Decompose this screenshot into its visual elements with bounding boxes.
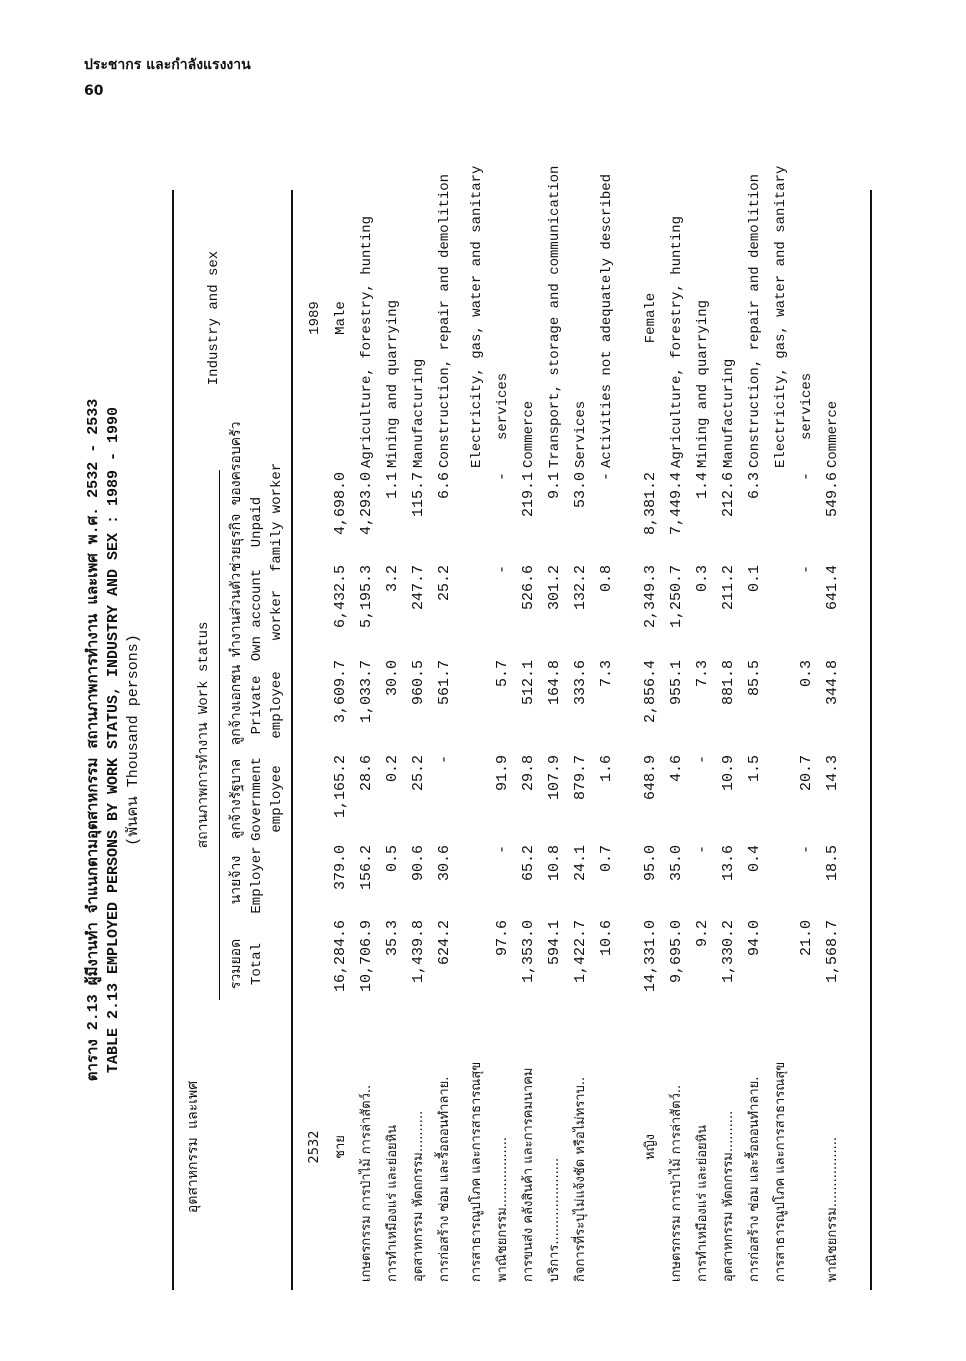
column-header-th: รวมยอด (229, 938, 245, 990)
cell-value: 219.1 (520, 472, 537, 518)
cell-value: 0.7 (598, 845, 615, 873)
cell-value: 0.8 (598, 565, 615, 593)
cell-value: - (694, 845, 711, 855)
industry-header-thai: อุตสาหกรรม และเพศ (186, 1080, 202, 1214)
cell-value: 5.7 (494, 660, 511, 688)
row-label-english: Construction, repair and demolition (437, 173, 453, 468)
column-header-th: นายจ้าง (229, 855, 245, 905)
row-label-english: Electricity, gas, water and sanitary (469, 165, 485, 468)
cell-value: 960.5 (410, 660, 427, 706)
column-header-en2: employee (269, 765, 285, 833)
cell-value: - (436, 755, 453, 765)
table-row (768, 150, 794, 1330)
cell-value: 14.3 (824, 755, 841, 792)
cell-value: 95.0 (642, 845, 659, 882)
cell-value: 6.6 (436, 472, 453, 500)
row-label-thai: การก่อสร้าง ซ่อม และรื้อถอนทำลาย. (437, 1076, 452, 1282)
work-status-header: สถานภาพการทำงาน Work status (196, 621, 212, 849)
cell-value: 91.9 (494, 755, 511, 792)
row-label-english: Transport, storage and communication (547, 165, 563, 468)
cell-value: 1,033.7 (358, 660, 375, 724)
cell-value: 9.1 (546, 472, 563, 500)
row-label-english: services (495, 372, 511, 440)
cell-value: 10.8 (546, 845, 563, 882)
column-header-3 (227, 755, 287, 843)
row-label-english: Electricity, gas, water and sanitary (773, 165, 789, 468)
table-row (664, 150, 690, 1330)
row-label-english: Male (333, 301, 349, 335)
cell-value: 379.0 (332, 845, 349, 891)
row-label-thai: การสาธารณูปโภค และการสาธารณสุข (469, 1061, 484, 1282)
table-titles (84, 150, 144, 1330)
cell-value: 333.6 (572, 660, 589, 706)
row-label-english: Agriculture, forestry, hunting (669, 215, 685, 468)
row-label-thai: เกษตรกรรม การป่าไม้ การล่าสัตว์.. (359, 1084, 374, 1282)
cell-value: 18.5 (824, 845, 841, 882)
cell-value: 30.0 (384, 660, 401, 697)
cell-value: - (694, 755, 711, 765)
table-row (464, 150, 490, 1330)
row-label-thai: การทำเหมืองแร่ และย่อยหิน (385, 1124, 400, 1282)
row-label-thai: พาณิชยกรรม................. (495, 1136, 510, 1282)
cell-value: 7.3 (598, 660, 615, 688)
cell-value: 3.2 (384, 565, 401, 593)
column-header-6 (227, 421, 287, 572)
cell-value: - (798, 472, 815, 482)
cell-value: 624.2 (436, 920, 453, 966)
cell-value: 7,449.4 (668, 472, 685, 536)
cell-value: 25.2 (410, 755, 427, 792)
column-header-en2: family worker (269, 462, 285, 572)
column-header-th: ทำงานส่วนตัว (229, 572, 245, 658)
cell-value: 65.2 (520, 845, 537, 882)
cell-value: 0.3 (694, 565, 711, 593)
row-label-english: Manufacturing (721, 358, 737, 468)
row-label-thai: บริการ..................... (547, 1157, 562, 1282)
cell-value: 0.4 (746, 845, 763, 873)
cell-value: 1,439.8 (410, 920, 427, 984)
running-title: ประชากร และกำลังแรงงาน (84, 57, 251, 73)
cell-value: - (798, 845, 815, 855)
cell-value: 35.3 (384, 920, 401, 957)
row-label-thai: การขนส่ง คลังสินค้า และการคมนาคม (521, 1067, 536, 1282)
page-header (84, 52, 251, 104)
page-number: 60 (84, 83, 104, 99)
rotated-table-page (84, 150, 874, 1330)
table-title-thai: ตาราง 2.13 ผู้มีงานทำ จำแนกตามอุตสาหกรรม สถานภาพการทำงาน และเพศ พ.ศ. 2532 - 2533 (85, 398, 102, 1082)
cell-value: 20.7 (798, 755, 815, 792)
table-row (638, 150, 664, 1330)
cell-value: 0.3 (798, 660, 815, 688)
cell-value: 25.2 (436, 565, 453, 602)
cell-value: 1,422.7 (572, 920, 589, 984)
cell-value: 879.7 (572, 755, 589, 801)
cell-value: 6,432.5 (332, 565, 349, 629)
cell-value: 512.1 (520, 660, 537, 706)
column-header-en2: worker (269, 589, 285, 641)
cell-value: 247.7 (410, 565, 427, 611)
cell-value: 549.6 (824, 472, 841, 518)
table-row (328, 150, 354, 1330)
cell-value: 10.6 (598, 920, 615, 957)
cell-value: 16,284.6 (332, 920, 349, 993)
cell-value: 561.7 (436, 660, 453, 706)
table-row (820, 150, 846, 1330)
cell-value: 7.3 (694, 660, 711, 688)
cell-value: 21.0 (798, 920, 815, 957)
cell-value: 2,856.4 (642, 660, 659, 724)
cell-value: 1.4 (694, 472, 711, 500)
cell-value: 29.8 (520, 755, 537, 792)
cell-value: 53.0 (572, 472, 589, 509)
row-label-english: 1989 (307, 301, 323, 335)
table-bottom-rule (870, 190, 872, 1290)
table-row (716, 150, 742, 1330)
cell-value: - (494, 845, 511, 855)
row-label-thai: การทำเหมืองแร่ และย่อยหิน (695, 1124, 710, 1282)
table-title-english: TABLE 2.13 EMPLOYED PERSONS BY WORK STATUS, INDUSTRY AND SEX : 1989 - 1990 (105, 406, 122, 1074)
cell-value: - (798, 565, 815, 575)
table-row (432, 150, 458, 1330)
header-bottom-rule (291, 190, 293, 1290)
table-row (490, 150, 516, 1330)
cell-value: 1,250.7 (668, 565, 685, 629)
row-label-thai: อุตสาหกรรม หัตถกรรม.......... (411, 1110, 426, 1282)
cell-value: 0.2 (384, 755, 401, 783)
cell-value: 97.6 (494, 920, 511, 957)
cell-value: 115.7 (410, 472, 427, 518)
column-header-en1: Own account (249, 568, 265, 662)
cell-value: 85.5 (746, 660, 763, 697)
cell-value: 3,609.7 (332, 660, 349, 724)
cell-value: 9,695.0 (668, 920, 685, 984)
cell-value: 955.1 (668, 660, 685, 706)
cell-value: 94.0 (746, 920, 763, 957)
column-header-4 (227, 660, 287, 750)
column-header-th: ลูกจ้างรัฐบาล (229, 758, 245, 840)
row-label-english: Agriculture, forestry, hunting (359, 215, 375, 468)
column-header-en1: Employer (249, 846, 265, 914)
row-label-thai: พาณิชยกรรม................. (825, 1136, 840, 1282)
row-label-english: Construction, repair and demolition (747, 173, 763, 468)
row-label-english: Mining and quarrying (695, 299, 711, 468)
column-header-en1: Government (249, 757, 265, 842)
row-label-english: Commerce (825, 400, 841, 468)
table-row (516, 150, 542, 1330)
cell-value: 10.9 (720, 755, 737, 792)
row-label-thai: หญิง (643, 1134, 658, 1160)
row-label-thai: 2532 (307, 1130, 322, 1164)
cell-value: 881.8 (720, 660, 737, 706)
cell-value: 1,353.0 (520, 920, 537, 984)
table-row (794, 150, 820, 1330)
cell-value: 28.6 (358, 755, 375, 792)
table-row (302, 150, 328, 1330)
cell-value: 5,195.3 (358, 565, 375, 629)
cell-value: 0.5 (384, 845, 401, 873)
row-label-english: Female (643, 292, 659, 344)
table-row (594, 150, 620, 1330)
cell-value: 0.1 (746, 565, 763, 593)
cell-value: 9.2 (694, 920, 711, 948)
cell-value: 13.6 (720, 845, 737, 882)
cell-value: - (598, 472, 615, 482)
table-row (568, 150, 594, 1330)
cell-value: 35.0 (668, 845, 685, 882)
cell-value: 641.4 (824, 565, 841, 611)
cell-value: 594.1 (546, 920, 563, 966)
cell-value: 1,568.7 (824, 920, 841, 984)
row-label-english: Services (573, 400, 589, 468)
cell-value: 301.2 (546, 565, 563, 611)
cell-value: 10,706.9 (358, 920, 375, 993)
cell-value: 14,331.0 (642, 920, 659, 993)
cell-value: 4.6 (668, 755, 685, 783)
column-header-2 (227, 845, 267, 915)
cell-value: - (494, 565, 511, 575)
work-status-rule (219, 470, 220, 1000)
row-label-thai: การสาธารณูปโภค และการสาธารณสุข (773, 1061, 788, 1282)
column-header-1 (227, 920, 267, 1008)
column-header-th: ลูกจ้างเอกชน (229, 664, 245, 746)
table-unit: (พันคน Thousand persons) (125, 634, 142, 846)
cell-value: 1,330.2 (720, 920, 737, 984)
cell-value: 344.8 (824, 660, 841, 706)
cell-value: 211.2 (720, 565, 737, 611)
cell-value: 90.6 (410, 845, 427, 882)
cell-value: 4,698.0 (332, 472, 349, 536)
column-header-en1: Total (249, 943, 265, 986)
table-row (742, 150, 768, 1330)
cell-value: 24.1 (572, 845, 589, 882)
cell-value: 648.9 (642, 755, 659, 801)
row-label-thai: กิจการที่ระบุไม่แจ้งชัด หรือไม่ทราบ.. (573, 1076, 588, 1282)
cell-value: 107.9 (546, 755, 563, 801)
row-label-thai: ชาย (333, 1135, 348, 1159)
cell-value: 1.6 (598, 755, 615, 783)
cell-value: 6.3 (746, 472, 763, 500)
table-row (690, 150, 716, 1330)
row-label-thai: การก่อสร้าง ซ่อม และรื้อถอนทำลาย. (747, 1076, 762, 1282)
row-label-thai: เกษตรกรรม การป่าไม้ การล่าสัตว์.. (669, 1084, 684, 1282)
cell-value: 212.6 (720, 472, 737, 518)
column-header-en2: employee (269, 671, 285, 739)
table-top-rule (172, 190, 174, 1290)
cell-value: 8,381.2 (642, 472, 659, 536)
column-header-en1: Unpaid (249, 496, 265, 548)
row-label-english: Activities not adequately described (599, 173, 615, 468)
cell-value: 1,165.2 (332, 755, 349, 819)
cell-value: 2,349.3 (642, 565, 659, 629)
row-label-english: services (799, 372, 815, 440)
table-row (406, 150, 432, 1330)
cell-value: 1.5 (746, 755, 763, 783)
industry-header-english: Industry and sex (206, 250, 222, 386)
cell-value: 132.2 (572, 565, 589, 611)
table-row (542, 150, 568, 1330)
table-row (354, 150, 380, 1330)
column-header-5 (227, 565, 287, 665)
row-label-thai: อุตสาหกรรม หัตถกรรม.......... (721, 1110, 736, 1282)
column-header-en1: Private (249, 675, 265, 735)
cell-value: - (494, 472, 511, 482)
row-label-english: Mining and quarrying (385, 299, 401, 468)
row-label-english: Commerce (521, 400, 537, 468)
cell-value: 1.1 (384, 472, 401, 500)
row-label-english: Manufacturing (411, 358, 427, 468)
cell-value: 30.6 (436, 845, 453, 882)
column-header-th: ช่วยธุรกิจ ของครอบครัว (229, 421, 245, 572)
table-row (380, 150, 406, 1330)
cell-value: 4,293.0 (358, 472, 375, 536)
cell-value: 526.6 (520, 565, 537, 611)
cell-value: 164.8 (546, 660, 563, 706)
cell-value: 156.2 (358, 845, 375, 891)
